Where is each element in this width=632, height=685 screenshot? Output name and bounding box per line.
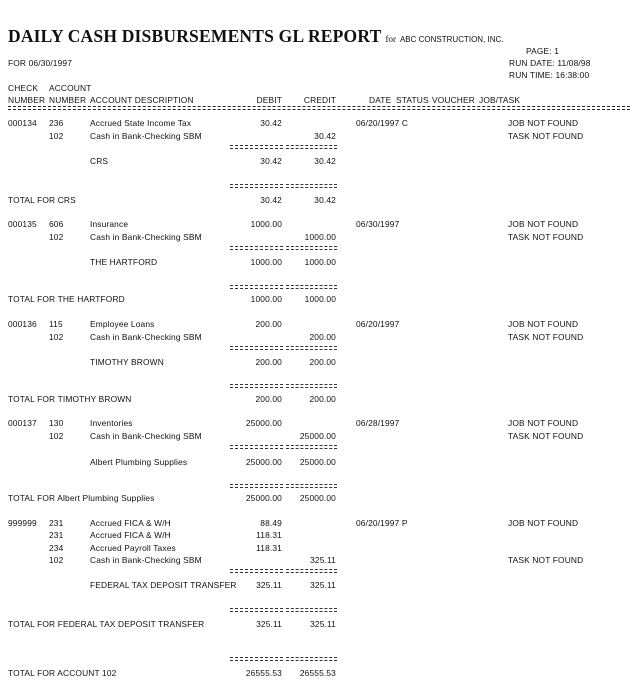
account-description: Accrued Payroll Taxes bbox=[90, 543, 176, 553]
account-description: Cash in Bank-Checking SBM bbox=[90, 431, 202, 441]
header-rule bbox=[8, 106, 630, 110]
task-status: TASK NOT FOUND bbox=[508, 555, 584, 565]
account-description: Inventories bbox=[90, 418, 133, 428]
check-number: 000136 bbox=[8, 319, 37, 329]
account-description: Cash in Bank-Checking SBM bbox=[90, 131, 202, 141]
payee-total-credit: 25000.00 bbox=[299, 493, 336, 503]
entry-date: 06/28/1997 bbox=[356, 418, 400, 428]
report-for-date: FOR 06/30/1997 bbox=[8, 58, 73, 68]
debit-amount: 1000.00 bbox=[250, 219, 282, 229]
col-voucher: VOUCHER bbox=[432, 95, 475, 105]
total-rule-debit bbox=[230, 608, 283, 612]
payee-name: FEDERAL TAX DEPOSIT TRANSFER bbox=[90, 580, 237, 590]
debit-amount: 88.49 bbox=[260, 518, 282, 528]
payee-total-label: TOTAL FOR CRS bbox=[8, 195, 76, 205]
payee-name: Albert Plumbing Supplies bbox=[90, 457, 188, 467]
account-number: 102 bbox=[49, 555, 64, 565]
debit-amount: 30.42 bbox=[260, 118, 282, 128]
payee-total-credit: 200.00 bbox=[309, 394, 336, 404]
subtotal-rule-credit bbox=[286, 346, 337, 350]
job-status: JOB NOT FOUND bbox=[508, 219, 579, 229]
account-number: 102 bbox=[49, 332, 64, 342]
subtotal-rule-debit bbox=[230, 569, 283, 573]
entry-date: 06/30/1997 bbox=[356, 219, 400, 229]
check-number: 999999 bbox=[8, 518, 37, 528]
total-rule-debit bbox=[230, 184, 283, 188]
run-time: RUN TIME: 16:38:00 bbox=[509, 70, 590, 80]
account-description: Cash in Bank-Checking SBM bbox=[90, 555, 202, 565]
payee-name: THE HARTFORD bbox=[90, 257, 158, 267]
total-rule-debit bbox=[230, 285, 283, 289]
account-number: 102 bbox=[49, 431, 64, 441]
payee-total-label: TOTAL FOR TIMOTHY BROWN bbox=[8, 394, 132, 404]
account-number: 231 bbox=[49, 518, 64, 528]
account-description: Cash in Bank-Checking SBM bbox=[90, 332, 202, 342]
subtotal-credit: 325.11 bbox=[310, 580, 336, 590]
payee-total-label: TOTAL FOR Albert Plumbing Supplies bbox=[8, 493, 155, 503]
payee-name: CRS bbox=[90, 156, 109, 166]
col-debit: DEBIT bbox=[256, 95, 282, 105]
credit-amount: 30.42 bbox=[314, 131, 336, 141]
title-for-word: for bbox=[385, 34, 396, 44]
debit-amount: 118.31 bbox=[256, 543, 282, 553]
subtotal-debit: 25000.00 bbox=[245, 457, 282, 467]
grand-total-rule-credit bbox=[286, 657, 337, 661]
col-date: DATE bbox=[369, 95, 392, 105]
subtotal-debit: 30.42 bbox=[260, 156, 282, 166]
total-rule-debit bbox=[230, 484, 283, 488]
subtotal-rule-debit bbox=[230, 445, 283, 449]
col-check-top: CHECK bbox=[8, 83, 39, 93]
account-number: 231 bbox=[49, 530, 64, 540]
payee-total-debit: 325.11 bbox=[256, 619, 282, 629]
payee-total-debit: 1000.00 bbox=[250, 294, 282, 304]
total-rule-credit bbox=[286, 608, 337, 612]
subtotal-credit: 25000.00 bbox=[299, 457, 336, 467]
grand-total-credit: 26555.53 bbox=[299, 668, 336, 678]
credit-amount: 1000.00 bbox=[304, 232, 336, 242]
entry-date: 06/20/1997 P bbox=[356, 518, 408, 528]
col-account-bottom: NUMBER bbox=[49, 95, 87, 105]
col-check-bottom: NUMBER bbox=[8, 95, 46, 105]
payee-total-debit: 25000.00 bbox=[245, 493, 282, 503]
col-job-task: JOB/TASK bbox=[479, 95, 521, 105]
payee-total-debit: 30.42 bbox=[260, 195, 282, 205]
job-status: JOB NOT FOUND bbox=[508, 319, 579, 329]
task-status: TASK NOT FOUND bbox=[508, 332, 584, 342]
col-credit: CREDIT bbox=[303, 95, 336, 105]
task-status: TASK NOT FOUND bbox=[508, 232, 584, 242]
task-status: TASK NOT FOUND bbox=[508, 431, 584, 441]
job-status: JOB NOT FOUND bbox=[508, 518, 579, 528]
subtotal-credit: 30.42 bbox=[314, 156, 336, 166]
subtotal-rule-debit bbox=[230, 145, 283, 149]
subtotal-debit: 325.11 bbox=[256, 580, 282, 590]
debit-amount: 200.00 bbox=[255, 319, 282, 329]
account-number: 102 bbox=[49, 131, 64, 141]
col-account-top: ACCOUNT bbox=[49, 83, 92, 93]
task-status: TASK NOT FOUND bbox=[508, 131, 584, 141]
job-status: JOB NOT FOUND bbox=[508, 118, 579, 128]
entry-date: 06/20/1997 C bbox=[356, 118, 409, 128]
account-number: 236 bbox=[49, 118, 64, 128]
report-title: DAILY CASH DISBURSEMENTS GL REPORT bbox=[8, 26, 382, 46]
account-description: Accrued State Income Tax bbox=[90, 118, 192, 128]
account-number: 102 bbox=[49, 232, 64, 242]
credit-amount: 25000.00 bbox=[299, 431, 336, 441]
account-description: Employee Loans bbox=[90, 319, 155, 329]
payee-name: TIMOTHY BROWN bbox=[90, 357, 164, 367]
subtotal-rule-debit bbox=[230, 246, 283, 250]
check-number: 000137 bbox=[8, 418, 37, 428]
col-description: ACCOUNT DESCRIPTION bbox=[90, 95, 194, 105]
account-description: Insurance bbox=[90, 219, 129, 229]
subtotal-credit: 1000.00 bbox=[304, 257, 336, 267]
subtotal-debit: 1000.00 bbox=[250, 257, 282, 267]
account-description: Accrued FICA & W/H bbox=[90, 530, 171, 540]
grand-total-label: TOTAL FOR ACCOUNT 102 bbox=[8, 668, 117, 678]
payee-total-credit: 325.11 bbox=[310, 619, 336, 629]
account-number: 234 bbox=[49, 543, 64, 553]
credit-amount: 325.11 bbox=[310, 555, 336, 565]
page-number: PAGE: 1 bbox=[526, 46, 560, 56]
total-rule-credit bbox=[286, 285, 337, 289]
run-date: RUN DATE: 11/08/98 bbox=[509, 58, 591, 68]
subtotal-rule-credit bbox=[286, 145, 337, 149]
subtotal-credit: 200.00 bbox=[309, 357, 336, 367]
subtotal-rule-credit bbox=[286, 445, 337, 449]
grand-total-debit: 26555.53 bbox=[245, 668, 282, 678]
payee-total-credit: 1000.00 bbox=[304, 294, 336, 304]
total-rule-credit bbox=[286, 484, 337, 488]
subtotal-rule-credit bbox=[286, 246, 337, 250]
account-number: 606 bbox=[49, 219, 64, 229]
total-rule-credit bbox=[286, 384, 337, 388]
account-description: Cash in Bank-Checking SBM bbox=[90, 232, 202, 242]
subtotal-rule-credit bbox=[286, 569, 337, 573]
account-number: 115 bbox=[49, 319, 63, 329]
entry-date: 06/20/1997 bbox=[356, 319, 400, 329]
subtotal-rule-debit bbox=[230, 346, 283, 350]
col-status: STATUS bbox=[396, 95, 429, 105]
total-rule-credit bbox=[286, 184, 337, 188]
payee-total-label: TOTAL FOR THE HARTFORD bbox=[8, 294, 125, 304]
check-number: 000135 bbox=[8, 219, 37, 229]
company-name: ABC CONSTRUCTION, INC. bbox=[399, 35, 504, 44]
payee-total-debit: 200.00 bbox=[255, 394, 282, 404]
job-status: JOB NOT FOUND bbox=[508, 418, 579, 428]
account-description: Accrued FICA & W/H bbox=[90, 518, 171, 528]
account-number: 130 bbox=[49, 418, 64, 428]
check-number: 000134 bbox=[8, 118, 37, 128]
payee-total-credit: 30.42 bbox=[314, 195, 336, 205]
debit-amount: 25000.00 bbox=[245, 418, 282, 428]
debit-amount: 118.31 bbox=[256, 530, 282, 540]
report-title-line bbox=[8, 26, 504, 47]
grand-total-rule-debit bbox=[230, 657, 283, 661]
payee-total-label: TOTAL FOR FEDERAL TAX DEPOSIT TRANSFER bbox=[8, 619, 205, 629]
credit-amount: 200.00 bbox=[309, 332, 336, 342]
subtotal-debit: 200.00 bbox=[255, 357, 282, 367]
total-rule-debit bbox=[230, 384, 283, 388]
